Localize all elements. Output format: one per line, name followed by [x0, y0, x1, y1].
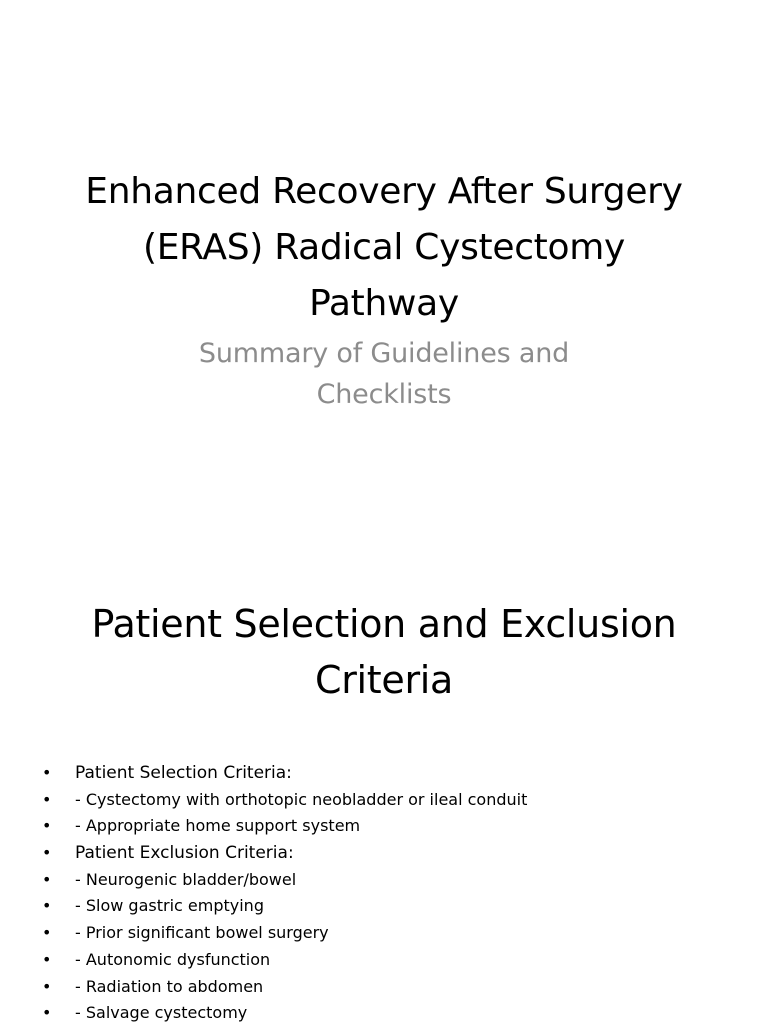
bullet-text: Patient Exclusion Criteria:: [75, 843, 294, 864]
slide-subtitle: [170, 333, 598, 415]
criteria-slide: [0, 576, 768, 1024]
bullet-text: - Cystectomy with orthotopic neobladder or ileal conduit: [75, 789, 528, 809]
bullet-text: - Salvage cystectomy: [75, 1003, 248, 1023]
bullet-dot-icon: •: [42, 949, 52, 969]
slide-title-line: Pathway: [309, 283, 459, 324]
bullet-dot-icon: •: [42, 763, 52, 782]
bullet-item: [42, 947, 742, 974]
bullet-text: Patient Selection Criteria:: [75, 763, 292, 783]
bullet-item: [42, 840, 742, 867]
bullet-dot-icon: •: [42, 976, 52, 996]
slide-title: [40, 164, 728, 332]
bullet-text: - Prior significant bowel surgery: [75, 923, 329, 943]
slide-heading-line: Criteria: [314, 658, 454, 702]
bullet-text: - Radiation to abdomen: [75, 976, 264, 996]
bullet-dot-icon: •: [42, 816, 52, 836]
criteria-bullet-list: [42, 760, 742, 1027]
bullet-item: [42, 760, 742, 787]
bullet-item: [42, 787, 742, 814]
slide-subtitle-line: Checklists: [316, 379, 452, 410]
bullet-dot-icon: •: [42, 923, 52, 943]
slide-title-line: (ERAS) Radical Cystectomy: [142, 227, 626, 268]
bullet-item: [42, 813, 742, 840]
slide-heading: [40, 596, 728, 708]
bullet-item: [42, 974, 742, 1001]
bullet-dot-icon: •: [42, 1003, 52, 1023]
bullet-dot-icon: •: [42, 869, 52, 889]
bullet-dot-icon: •: [42, 896, 52, 916]
bullet-item: [42, 1000, 742, 1027]
bullet-text: - Autonomic dysfunction: [75, 949, 271, 969]
slide-title-line: Enhanced Recovery After Surgery: [85, 171, 683, 212]
bullet-item: [42, 920, 742, 947]
bullet-item: [42, 867, 742, 894]
bullet-text: - Neurogenic bladder/bowel: [75, 869, 297, 889]
slide-heading-line: Patient Selection and Exclusion: [91, 602, 677, 646]
bullet-text: - Appropriate home support system: [75, 816, 361, 836]
bullet-text: - Slow gastric emptying: [75, 896, 264, 916]
slide-subtitle-line: Summary of Guidelines and: [198, 338, 570, 369]
bullet-item: [42, 893, 742, 920]
bullet-dot-icon: •: [42, 789, 52, 809]
bullet-dot-icon: •: [42, 843, 52, 863]
